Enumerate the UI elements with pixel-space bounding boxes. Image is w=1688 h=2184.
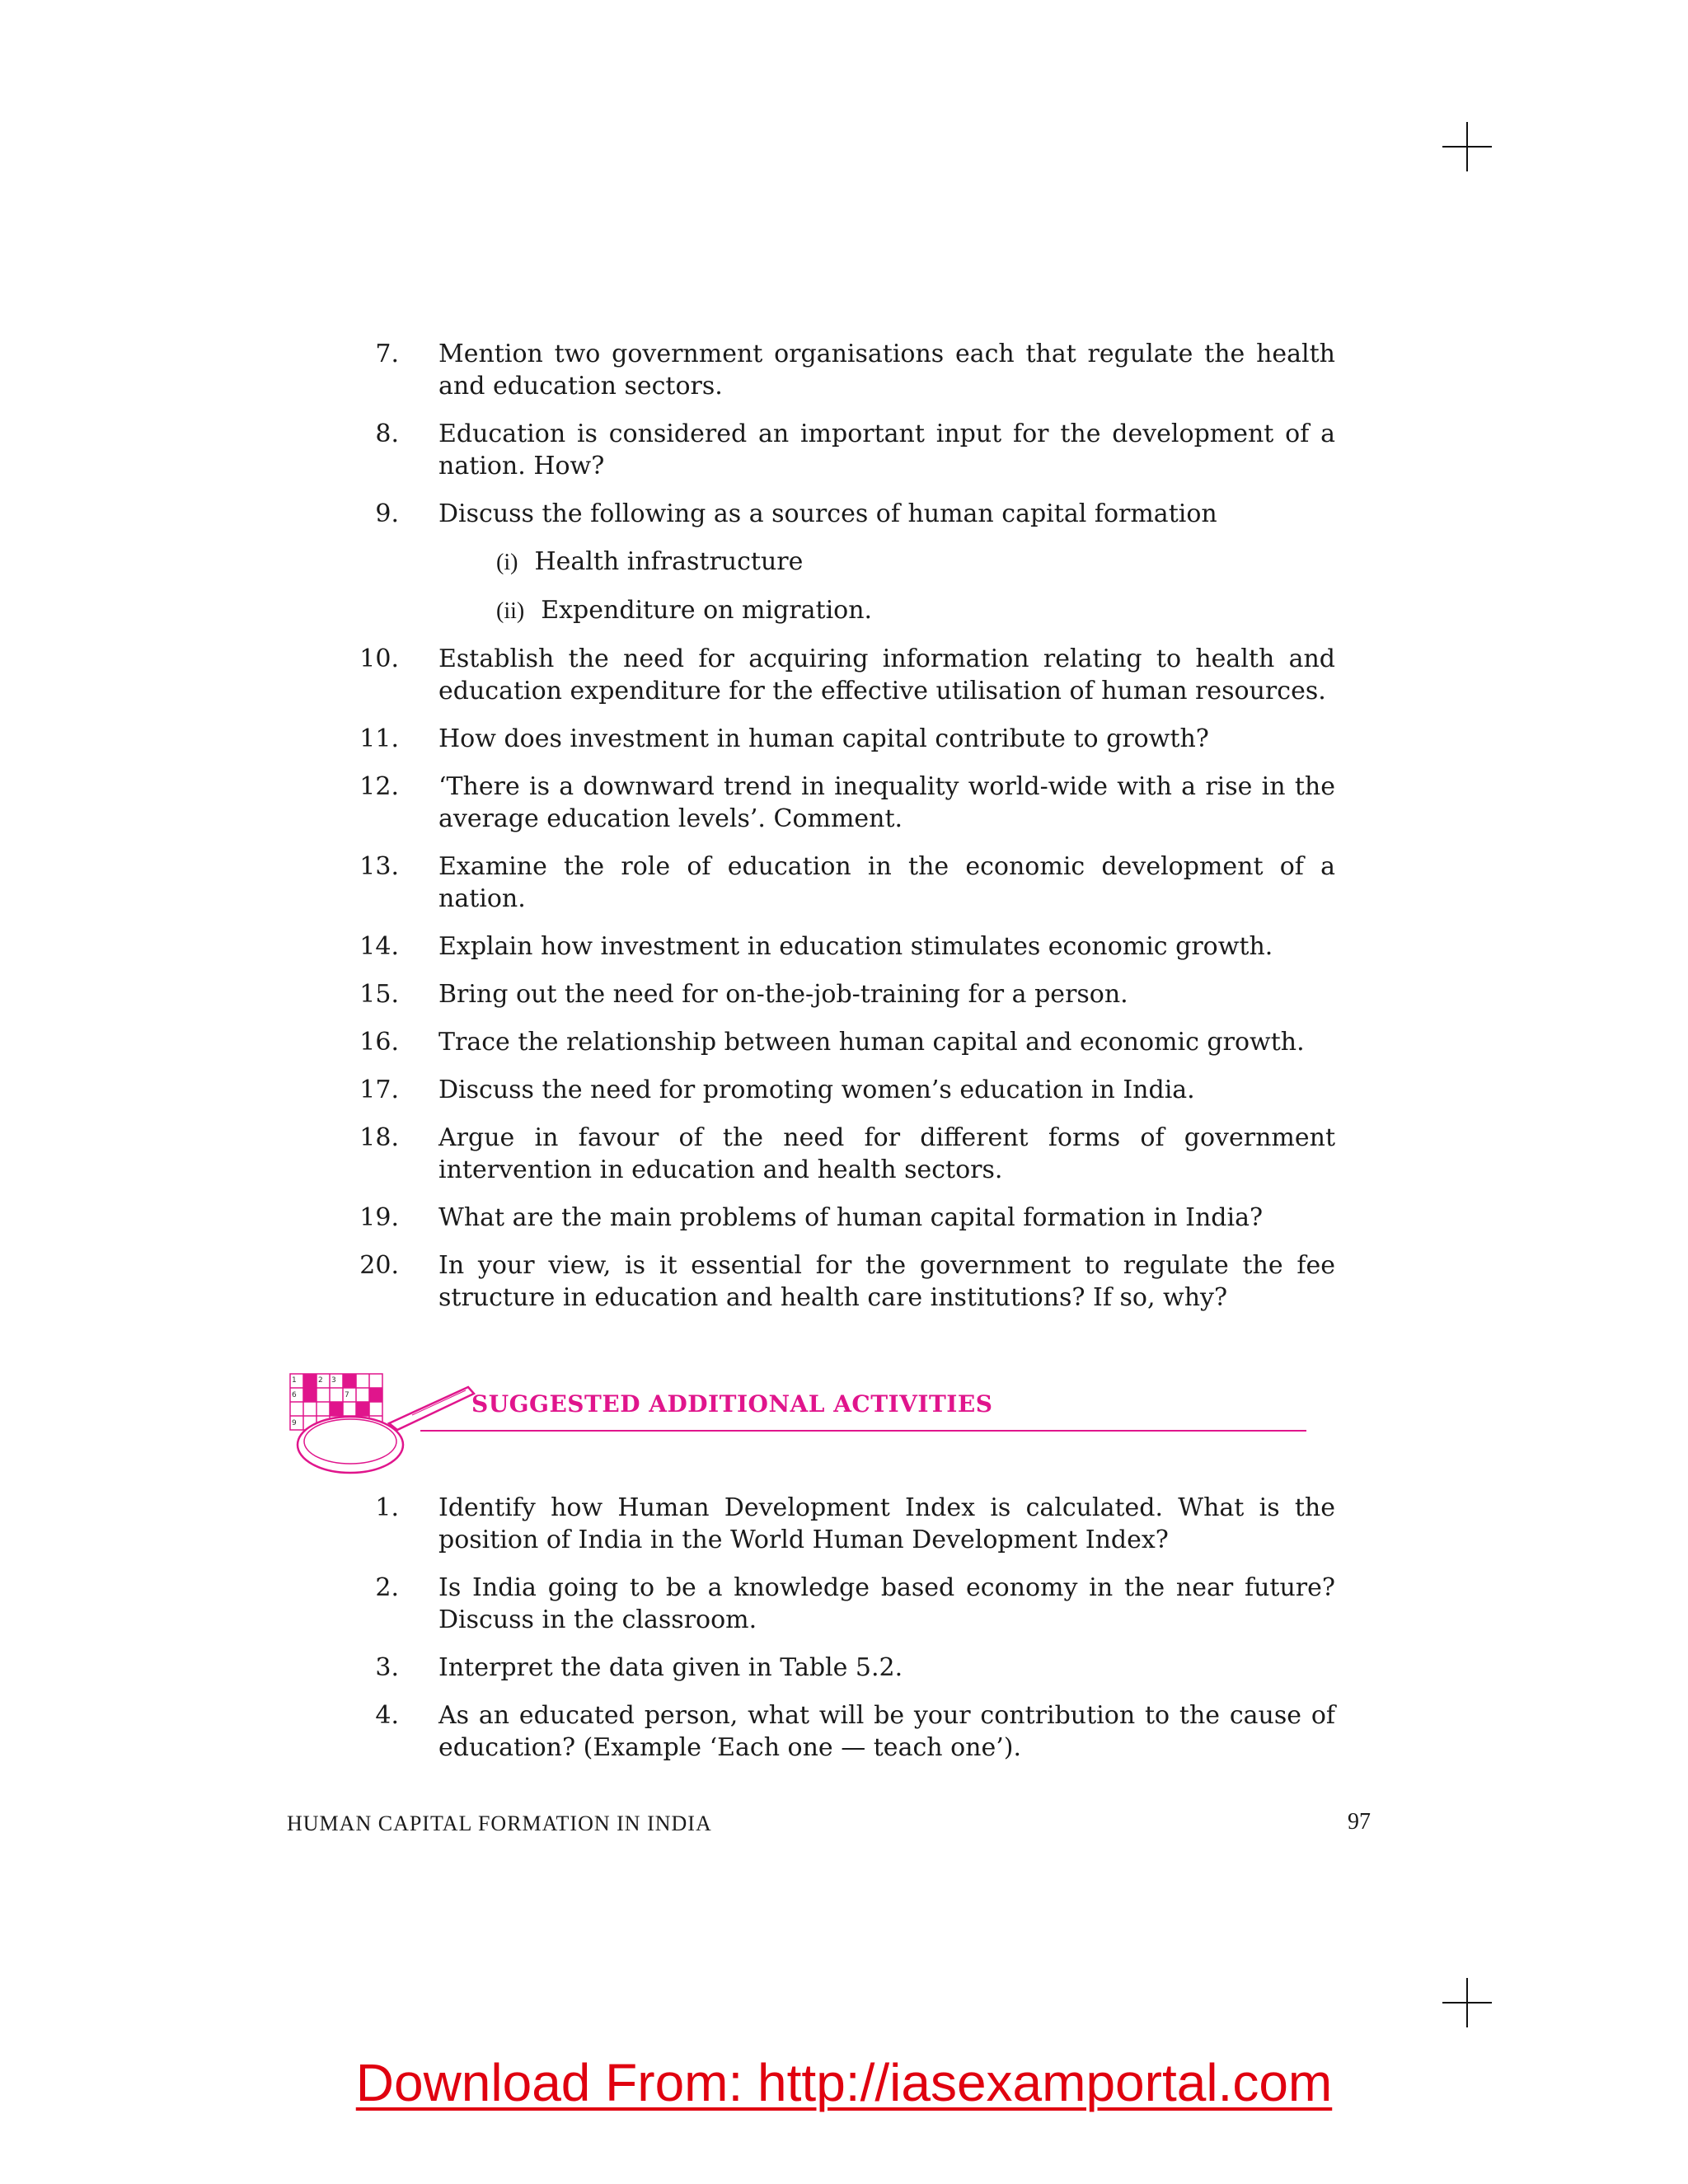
crossword-number: 7 xyxy=(345,1391,349,1399)
crop-mark-bottom-right xyxy=(1442,1978,1492,2027)
crossword-magnifier-icon xyxy=(288,1372,478,1479)
question-text: Establish the need for acquiring information relating to health and education expenditure for the effective utilisation of human resources. xyxy=(438,644,1335,705)
question-text: ‘There is a downward trend in inequality world-wide with a rise in the average education levels’. Comment. xyxy=(438,772,1335,833)
activity-text: Identify how Human Development Index is calculated. What is the position of India in the World Human Development Index? xyxy=(438,1493,1335,1554)
question-number: 17. xyxy=(359,1076,399,1104)
crossword-number: 6 xyxy=(292,1391,297,1399)
question-text: In your view, is it essential for the government to regulate the fee structure in education and health care institutions? If so, why? xyxy=(438,1251,1335,1312)
sub-question-text: Health infrastructure xyxy=(534,547,804,576)
question-text: Trace the relationship between human capital and economic growth. xyxy=(438,1028,1305,1057)
question-item xyxy=(346,1074,1335,1106)
question-item xyxy=(346,851,1335,915)
question-text: Discuss the need for promoting women’s education in India. xyxy=(438,1076,1195,1104)
question-number: 16. xyxy=(359,1028,399,1057)
question-number: 18. xyxy=(359,1123,399,1152)
sub-question-numeral: (i) xyxy=(496,550,518,575)
crossword-number: 1 xyxy=(292,1376,297,1385)
download-link[interactable]: Download From: http://iasexamportal.com xyxy=(355,2053,1333,2112)
activity-item xyxy=(346,1699,1335,1764)
exercise-questions-list xyxy=(346,338,1335,1329)
activity-number: 2. xyxy=(375,1573,399,1602)
question-text: Argue in favour of the need for different forms of government intervention in education and health sectors. xyxy=(438,1123,1335,1184)
activity-item xyxy=(346,1652,1335,1684)
question-item xyxy=(346,643,1335,707)
activities-list xyxy=(346,1492,1335,1779)
running-footer-chapter-title: HUMAN CAPITAL FORMATION IN INDIA xyxy=(287,1811,712,1835)
crop-mark-top-right xyxy=(1442,122,1492,171)
question-number: 15. xyxy=(359,980,399,1009)
question-item xyxy=(346,978,1335,1010)
question-item xyxy=(346,930,1335,963)
question-text: Bring out the need for on-the-job-training for a person. xyxy=(438,980,1128,1009)
sub-question-item xyxy=(496,546,1335,579)
activities-section-header xyxy=(288,1372,1306,1479)
question-item xyxy=(346,1122,1335,1186)
sub-question-text: Expenditure on migration. xyxy=(541,596,873,625)
activity-number: 4. xyxy=(375,1701,399,1730)
activity-text: Interpret the data given in Table 5.2. xyxy=(438,1653,903,1682)
crossword-number: 3 xyxy=(331,1376,336,1385)
activity-text: Is India going to be a knowledge based economy in the near future? Discuss in the classroom. xyxy=(438,1573,1335,1634)
activity-number: 1. xyxy=(375,1493,399,1522)
question-item xyxy=(346,338,1335,402)
question-number: 7. xyxy=(375,340,399,368)
crossword-number: 2 xyxy=(318,1376,323,1385)
sub-question-numeral: (ii) xyxy=(496,598,525,624)
question-number: 14. xyxy=(359,932,399,961)
question-number: 9. xyxy=(375,499,399,528)
question-text: Mention two government organisations each that regulate the health and education sectors. xyxy=(438,340,1335,401)
question-number: 10. xyxy=(359,644,399,673)
question-text: Discuss the following as a sources of human capital formation xyxy=(438,499,1217,528)
activity-text: As an educated person, what will be your contribution to the cause of education? (Example ‘Each one — teach one’). xyxy=(438,1701,1335,1762)
question-number: 19. xyxy=(359,1203,399,1232)
question-text: Examine the role of education in the economic development of a nation. xyxy=(438,852,1335,913)
question-text: Education is considered an important input for the development of a nation. How? xyxy=(438,419,1335,480)
sub-question-item xyxy=(496,594,1335,627)
question-item xyxy=(346,1026,1335,1058)
question-number: 8. xyxy=(375,419,399,448)
question-item xyxy=(346,771,1335,835)
activity-number: 3. xyxy=(375,1653,399,1682)
question-item xyxy=(346,498,1335,627)
question-item xyxy=(346,418,1335,482)
question-number: 20. xyxy=(359,1251,399,1280)
crossword-number: 9 xyxy=(292,1419,297,1427)
question-item xyxy=(346,723,1335,755)
section-divider xyxy=(420,1430,1306,1432)
activity-item xyxy=(346,1492,1335,1556)
question-number: 11. xyxy=(359,724,399,753)
sub-question-list xyxy=(438,546,1335,627)
question-item xyxy=(346,1249,1335,1314)
question-text: Explain how investment in education stimulates economic growth. xyxy=(438,932,1273,961)
page-number: 97 xyxy=(1348,1809,1371,1835)
question-item xyxy=(346,1202,1335,1234)
question-text: What are the main problems of human capital formation in India? xyxy=(438,1203,1264,1232)
question-number: 12. xyxy=(359,772,399,801)
question-text: How does investment in human capital contribute to growth? xyxy=(438,724,1209,753)
activities-section-title: SUGGESTED ADDITIONAL ACTIVITIES xyxy=(471,1390,993,1418)
question-number: 13. xyxy=(359,852,399,881)
activity-item xyxy=(346,1572,1335,1636)
